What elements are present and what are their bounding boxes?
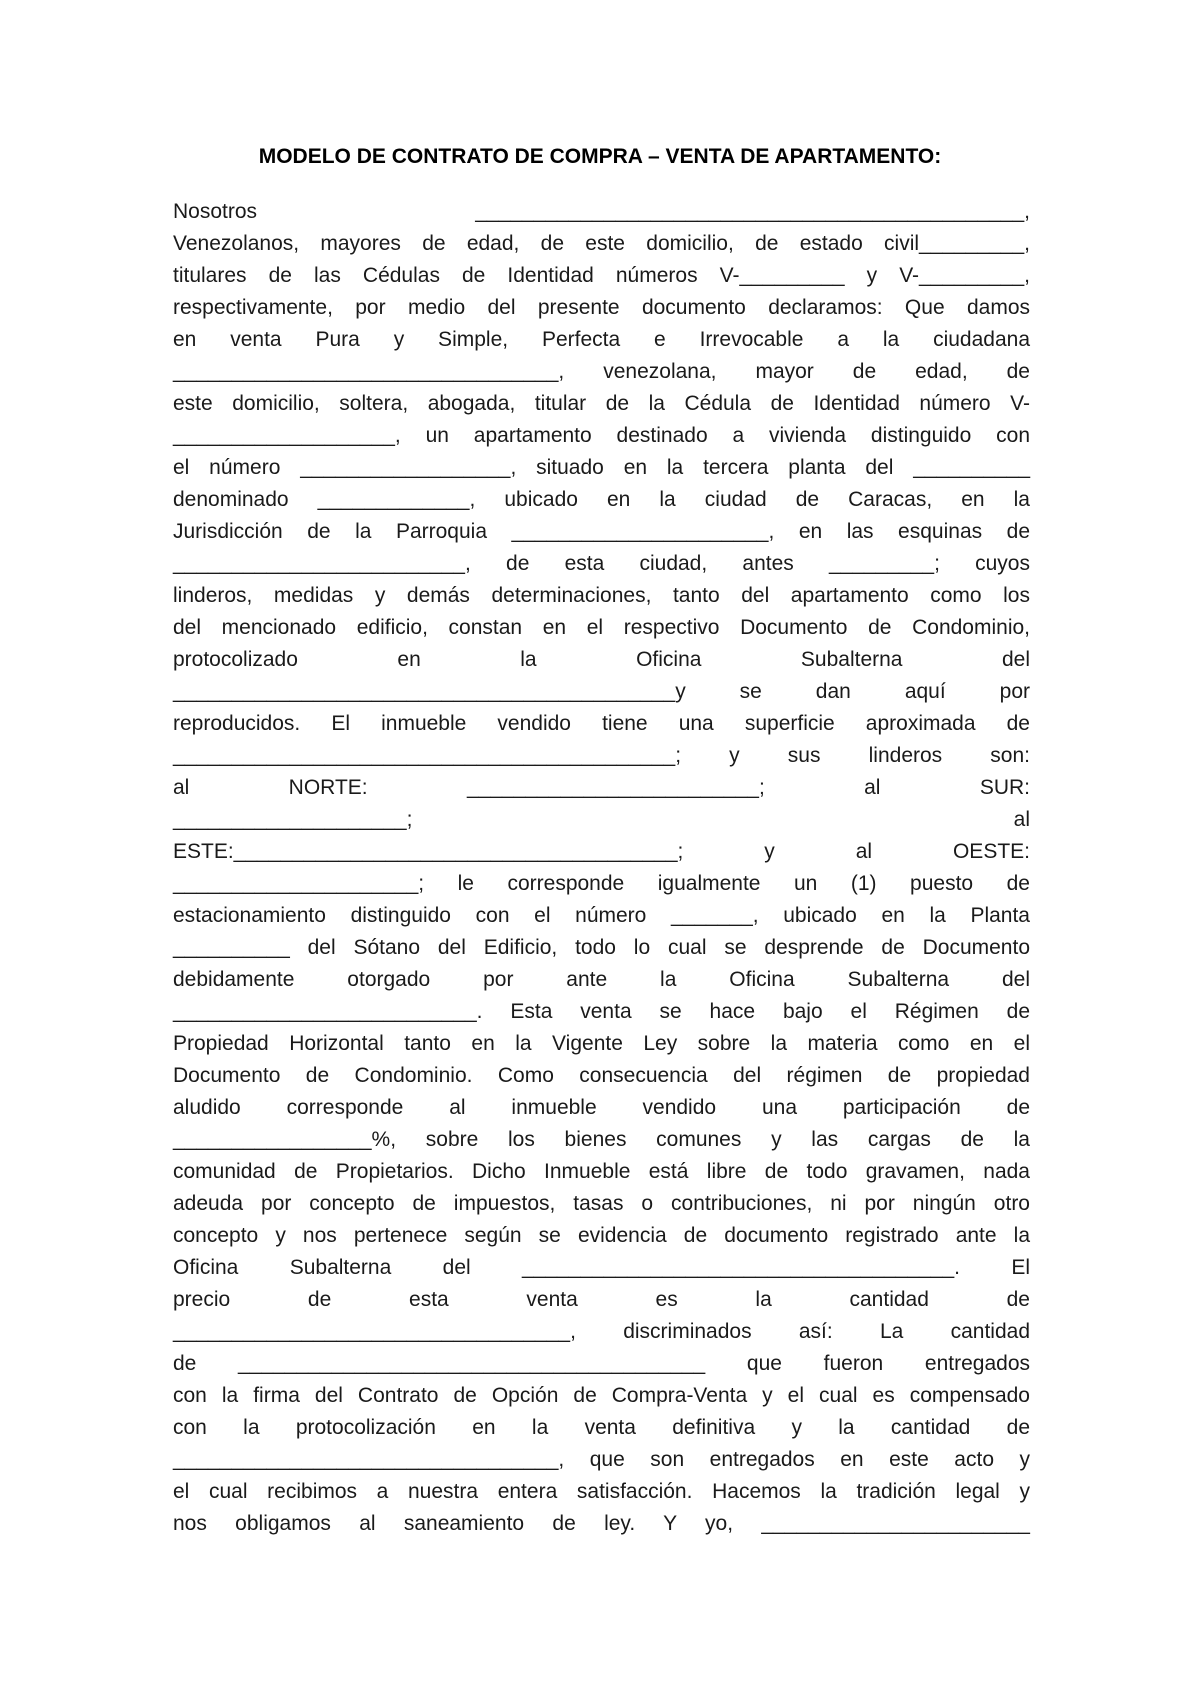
contract-body [173,196,1030,1540]
contract-line: _________________________, de esta ciudad, antes _________; cuyos [173,552,1030,575]
contract-line: Documento de Condominio. Como consecuencia del régimen de propiedad [173,1064,1030,1087]
contract-line: ____________________; al [173,808,1030,831]
contract-line: debidamente otorgado por ante la Oficina Subalterna del [173,968,1030,991]
contract-line: ___________________, un apartamento destinado a vivienda distinguido con [173,424,1030,447]
contract-line: con la firma del Contrato de Opción de Compra-Venta y el cual es compensado [173,1384,1030,1407]
contract-line: linderos, medidas y demás determinaciones, tanto del apartamento como los [173,584,1030,607]
contract-line: al NORTE: _________________________; al SUR: [173,776,1030,799]
contract-line: Oficina Subalterna del _____________________________________. El [173,1256,1030,1279]
contract-line: precio de esta venta es la cantidad de [173,1288,1030,1311]
contract-line: el cual recibimos a nuestra entera satisfacción. Hacemos la tradición legal y [173,1480,1030,1503]
contract-line: respectivamente, por medio del presente documento declaramos: Que damos [173,296,1030,319]
contract-line: Nosotros _______________________________________________, [173,200,1030,223]
contract-line: ESTE:______________________________________; y al OESTE: [173,840,1030,863]
contract-line: aludido corresponde al inmueble vendido una participación de [173,1096,1030,1119]
contract-line: de ________________________________________ que fueron entregados [173,1352,1030,1375]
contract-line: Propiedad Horizontal tanto en la Vigente Ley sobre la materia como en el [173,1032,1030,1055]
document-title: MODELO DE CONTRATO DE COMPRA – VENTA DE APARTAMENTO: [258,145,942,168]
contract-line: _________________________________, que son entregados en este acto y [173,1448,1030,1471]
contract-line: adeuda por concepto de impuestos, tasas o contribuciones, ni por ningún otro [173,1192,1030,1215]
contract-line: en venta Pura y Simple, Perfecta e Irrevocable a la ciudadana [173,328,1030,351]
contract-line: ___________________________________________y se dan aquí por [173,680,1030,703]
contract-line: __________________________________, discriminados así: La cantidad [173,1320,1030,1343]
contract-line: ___________________________________________; y sus linderos son: [173,744,1030,767]
contract-line: concepto y nos pertenece según se evidencia de documento registrado ante la [173,1224,1030,1247]
contract-line: Jurisdicción de la Parroquia ______________________, en las esquinas de [173,520,1030,543]
contract-line: nos obligamos al saneamiento de ley. Y yo, _______________________ [173,1512,1030,1535]
contract-line: denominado _____________, ubicado en la ciudad de Caracas, en la [173,488,1030,511]
contract-line: protocolizado en la Oficina Subalterna del [173,648,1030,671]
contract-line: __________________________. Esta venta se hace bajo el Régimen de [173,1000,1030,1023]
contract-line: del mencionado edificio, constan en el respectivo Documento de Condominio, [173,616,1030,639]
contract-line: Venezolanos, mayores de edad, de este domicilio, de estado civil_________, [173,232,1030,255]
contract-line: __________ del Sótano del Edificio, todo lo cual se desprende de Documento [173,936,1030,959]
contract-line: _____________________; le corresponde igualmente un (1) puesto de [173,872,1030,895]
contract-line: con la protocolización en la venta definitiva y la cantidad de [173,1416,1030,1439]
contract-line: reproducidos. El inmueble vendido tiene una superficie aproximada de [173,712,1030,735]
contract-line: titulares de las Cédulas de Identidad números V-_________ y V-_________, [173,264,1030,287]
contract-line: comunidad de Propietarios. Dicho Inmueble está libre de todo gravamen, nada [173,1160,1030,1183]
contract-line: este domicilio, soltera, abogada, titular de la Cédula de Identidad número V- [173,392,1030,415]
contract-line: estacionamiento distinguido con el número _______, ubicado en la Planta [173,904,1030,927]
contract-line: el número __________________, situado en la tercera planta del __________ [173,456,1030,479]
contract-line: _________________%, sobre los bienes comunes y las cargas de la [173,1128,1030,1151]
contract-line: _________________________________, venezolana, mayor de edad, de [173,360,1030,383]
